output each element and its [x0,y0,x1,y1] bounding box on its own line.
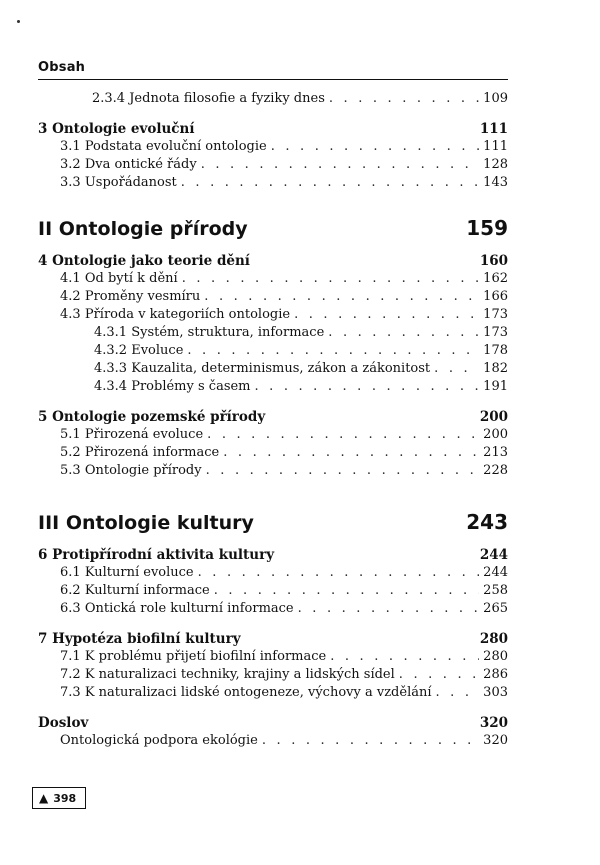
entry-number: 4.1 [60,271,81,286]
entry-number: 4.2 [60,289,81,304]
leader-dots [399,666,479,684]
scan-speck [17,20,20,23]
toc-entry[interactable] [38,600,508,618]
entry-number: 4.3.4 [94,379,128,394]
entry-number: 3.3 [60,175,81,190]
entry-page: 128 [483,157,508,172]
toc-entry[interactable] [38,444,508,462]
entry-title: K problému přijetí biofilní informace [84,649,327,664]
entry-page: 265 [483,601,508,616]
entry-title: Podstata evoluční ontologie [84,139,267,154]
entry-number: 6.1 [60,565,81,580]
leader-dots [294,306,479,324]
leader-dots [271,138,479,156]
leader-dots [204,288,479,306]
toc-page [38,60,508,750]
entry-page: 109 [483,91,508,106]
chapter-heading[interactable] [38,630,508,648]
entry-number: 7.2 [60,667,81,682]
toc-entry[interactable] [38,288,508,306]
chapter-heading[interactable] [38,120,508,138]
page-number: 398 [53,791,77,805]
leader-dots [436,684,480,702]
toc-entry[interactable] [38,156,508,174]
leader-dots [207,426,479,444]
leader-dots [434,360,479,378]
entry-title: Problémy s časem [131,379,251,394]
entry-title: Kulturní evoluce [84,565,194,580]
entry-title: Přirozená evoluce [84,427,204,442]
leader-dots [223,444,479,462]
chapter-page: 200 [479,409,508,425]
chapter-title: 6 Protipřírodní aktivita kultury [38,547,275,563]
toc-entry[interactable] [38,90,508,108]
leader-dots [206,462,480,480]
leader-dots [328,324,479,342]
entry-number: 4.3 [60,307,81,322]
toc-entry[interactable] [38,138,508,156]
toc-entry[interactable] [38,648,508,666]
chapter-title: 4 Ontologie jako teorie dění [38,253,250,269]
entry-title: Příroda v kategoriích ontologie [84,307,291,322]
leader-dots [262,732,479,750]
leader-dots [201,156,479,174]
entry-title: Systém, struktura, informace [131,325,325,340]
leader-dots [255,378,480,396]
entry-title: Od bytí k dění [84,271,178,286]
leader-dots [182,270,479,288]
chapter-heading[interactable] [38,714,508,732]
leader-dots [214,582,479,600]
chapter-title: 7 Hypotéza biofilní kultury [38,631,241,647]
chapter-page: 320 [479,715,508,731]
book-marker-icon: ▲ [39,791,49,805]
entry-page: 173 [483,307,508,322]
chapter-heading[interactable] [38,252,508,270]
toc-entry[interactable] [38,174,508,192]
entry-title: Ontologická podpora ekológie [60,733,258,748]
entry-number: 2.3.4 [92,91,126,106]
leader-dots [329,90,479,108]
entry-title: Kauzalita, determinismus, zákon a zákonitost [131,361,431,376]
entry-number: 5.2 [60,445,81,460]
entry-page: 286 [483,667,508,682]
entry-page: 280 [483,649,508,664]
entry-page: 182 [483,361,508,376]
chapter-title: 3 Ontologie evoluční [38,121,195,137]
entry-title: Ontická role kulturní informace [84,601,294,616]
chapter-title: 5 Ontologie pozemské přírody [38,409,266,425]
toc-entry[interactable] [38,324,508,342]
entry-number: 4.3.2 [94,343,128,358]
entry-number: 4.3.3 [94,361,128,376]
entry-number: 7.1 [60,649,81,664]
entry-page: 173 [483,325,508,340]
chapter-heading[interactable] [38,408,508,426]
entry-page: 200 [483,427,508,442]
chapter-page: 244 [479,547,508,563]
entry-title: K naturalizaci lidské ontogeneze, výchovy a vzdělání [84,685,432,700]
entry-number: 6.2 [60,583,81,598]
page-number-box [32,787,86,809]
entry-page: 213 [483,445,508,460]
entry-number: 5.1 [60,427,81,442]
chapter-page: 160 [479,253,508,269]
toc-entry[interactable] [38,270,508,288]
entry-number: 3.2 [60,157,81,172]
entry-page: 162 [483,271,508,286]
entry-title: Přirozená informace [84,445,220,460]
entry-title: Evoluce [131,343,184,358]
entry-title: Kulturní informace [84,583,210,598]
leader-dots [198,564,480,582]
toc-entry[interactable] [38,342,508,360]
toc-entry[interactable] [38,684,508,702]
part-title: III Ontologie kultury [38,512,254,534]
part-heading[interactable] [38,216,508,240]
entry-number: 6.3 [60,601,81,616]
part-page: 159 [466,216,508,240]
entry-title: Ontologie přírody [84,463,202,478]
entry-title: Dva ontické řády [84,157,197,172]
entry-page: 228 [483,463,508,478]
toc-entry[interactable] [38,378,508,396]
chapter-heading[interactable] [38,546,508,564]
entry-page: 191 [483,379,508,394]
toc-entry[interactable] [38,732,508,750]
entry-number: 5.3 [60,463,81,478]
entry-page: 320 [483,733,508,748]
leader-dots [298,600,480,618]
entry-title: Jednota filosofie a fyziky dnes [129,91,325,106]
toc-entry[interactable] [38,666,508,684]
toc-entry[interactable] [38,426,508,444]
entry-page: 258 [483,583,508,598]
toc-entry[interactable] [38,582,508,600]
entry-number: 7.3 [60,685,81,700]
entry-page: 166 [483,289,508,304]
toc-entry[interactable] [38,360,508,378]
toc-entry[interactable] [38,462,508,480]
entry-page: 143 [483,175,508,190]
toc-entry[interactable] [38,564,508,582]
entry-page: 303 [483,685,508,700]
entry-title: Uspořádanost [84,175,177,190]
entry-number: 3.1 [60,139,81,154]
leader-dots [330,648,479,666]
part-title: II Ontologie přírody [38,218,248,240]
entry-page: 244 [483,565,508,580]
chapter-title: Doslov [38,715,89,731]
leader-dots [187,342,479,360]
chapter-page: 280 [479,631,508,647]
part-page: 243 [466,510,508,534]
part-heading[interactable] [38,510,508,534]
entry-title: Proměny vesmíru [84,289,201,304]
toc-entry[interactable] [38,306,508,324]
running-header: Obsah [38,60,508,80]
entry-page: 111 [483,139,508,154]
entry-title: K naturalizaci techniky, krajiny a lidských sídel [84,667,395,682]
entry-page: 178 [483,343,508,358]
leader-dots [181,174,479,192]
entry-number: 4.3.1 [94,325,128,340]
chapter-page: 111 [479,121,508,137]
